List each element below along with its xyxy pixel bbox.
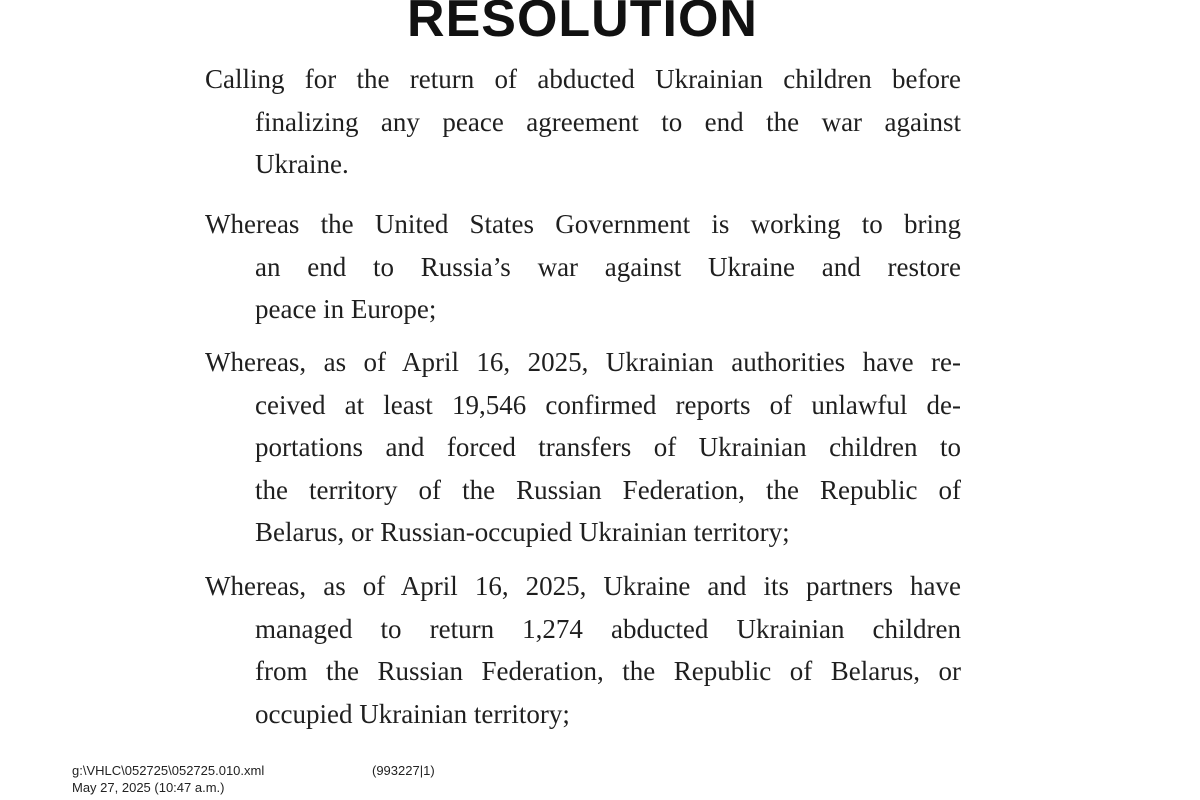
whereas-clause-2 [205,341,961,554]
paragraph-line: occupied Ukrainian territory; [255,698,570,729]
paragraph-line: the territory of the Russian Federation, the Republic of [255,474,961,505]
paragraph-line: finalizing any peace agreement to end the war against [255,106,961,137]
footer-timestamp: May 27, 2025 (10:47 a.m.) [72,780,225,795]
paragraph-line: ceived at least 19,546 confirmed reports of unlawful de- [255,389,961,420]
paragraph-line: from the Russian Federation, the Republic of Belarus, or [255,656,961,686]
paragraph-line: Calling for the return of abducted Ukrainian children before [205,64,961,94]
paragraph-line: Whereas, as of April 16, 2025, Ukrainian authorities have re- [205,347,961,377]
paragraph-line: portations and forced transfers of Ukrainian children to [255,432,961,462]
paragraph-line: Ukraine. [255,149,349,179]
resolution-purpose-paragraph [205,58,961,186]
document-title: RESOLUTION [407,0,758,48]
paragraph-line: peace in Europe; [255,294,437,324]
footer-document-id: (993227|1) [372,763,435,778]
paragraph-line: an end to Russia’s war against Ukraine and restore [255,251,961,282]
paragraph-line: managed to return 1,274 abducted Ukrainian children [255,613,961,644]
paragraph-line: Belarus, or Russian-occupied Ukrainian territory; [255,517,790,547]
footer-file-info [72,762,264,796]
paragraph-line: Whereas, as of April 16, 2025, Ukraine and its partners have [205,571,961,601]
whereas-clause-3 [205,565,961,735]
footer-file-path: g:\VHLC\052725\052725.010.xml [72,763,265,778]
paragraph-line: Whereas the United States Government is working to bring [205,209,961,239]
whereas-clause-1 [205,203,961,331]
